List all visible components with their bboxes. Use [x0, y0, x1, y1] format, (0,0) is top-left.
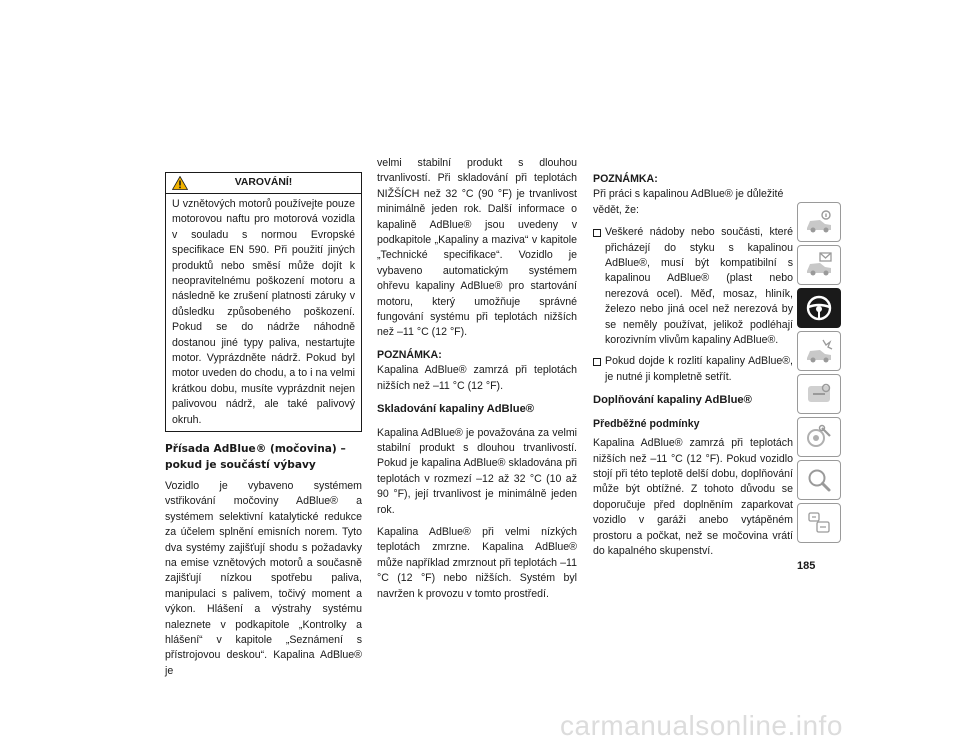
- page-number: 185: [797, 560, 816, 572]
- warning-title: VAROVÁNÍ!: [234, 177, 293, 188]
- tab-index[interactable]: [797, 460, 841, 500]
- note-text: Při práci s kapalinou AdBlue® je důležité vědět, že:: [593, 188, 784, 216]
- tab-emergency[interactable]: [797, 331, 841, 371]
- warning-text: U vznětových motorů používejte pouze motorovou naftu pro motorová vozidla v souladu s normou Evropské specifikace EN 590. Při použití jiných produktů nebo směsí může dojít k neopravitelnému poškození motoru a následně ke zrušení platnosti záruky v důsledku způsobeného poškození. Pokud se do nádrže náhodně dostanou jiné typy paliva, nestartujte motor. Vyprázdněte nádrž. Pokud byl motor uveden do chodu, a to i na velmi krátkou dobu, musíte vyprázdnit nejen palivovou nádrž, ale také palivový okruh.: [172, 198, 355, 426]
- car-tools-icon: [804, 423, 834, 451]
- tab-service[interactable]: [797, 374, 841, 414]
- section-paragraph: Vozidlo je vybaveno systémem vstřikování močoviny AdBlue® a systémem selektivní katalytické redukce za účelem splnění emisních norem. Tyto dva systémy zajišťují shodu s požadavky na emise vznětových motorů a současně zajišťují nízkou spotřebu paliva, manipulaci s palivem, točivý moment a výkon. Hlášení a výstrahy systému naleznete v podkapitole „Kontrolky a hlášení“ v kapitole „Seznámení s přístrojovou deskou“. Kapalina AdBlue® je: [165, 479, 362, 677]
- bullet-list: [593, 225, 793, 385]
- subheading-preconditions: Předběžné podmínky: [593, 417, 700, 430]
- note-text: Kapalina AdBlue® zamrzá při teplotách nižších než –11 °C (12 °F).: [377, 364, 577, 392]
- bullet-square-icon: [593, 229, 601, 237]
- tab-vehicle-info[interactable]: [797, 202, 841, 242]
- column-3: [593, 172, 793, 566]
- tab-driving[interactable]: [797, 288, 841, 328]
- note-block: [377, 348, 577, 394]
- watermark: carmanualsonline.info: [560, 710, 843, 741]
- paragraph-shelf-life: velmi stabilní produkt s dlouhou trvanlivostí. Při skladování při teplotách NIŽŠÍCH než 32 °C (90 °F) je trvanlivost minimálně jeden rok. Další informace o kapalině AdBlue® jsou uvedeny v podkapitole „Kapaliny a maziva“ v kapitole „Technické specifikace“. Vozidlo je vybaveno automatickým systémem ohřevu kapaliny AdBlue® pro startování motoru, který umožňuje správné fungování systému při teplotách nižších než –11 °C (12 °F).: [377, 157, 577, 339]
- note-block: [593, 172, 793, 218]
- column-1: [165, 172, 362, 686]
- car-crash-icon: [804, 337, 834, 365]
- warning-header: [166, 173, 361, 194]
- language-icon: [804, 509, 834, 537]
- warning-triangle-icon: [172, 176, 188, 190]
- column-2: [377, 156, 577, 609]
- note-label: POZNÁMKA:: [593, 173, 658, 185]
- section-heading-adblue: Přísada AdBlue® (močovina) – pokud je součástí výbavy: [165, 443, 346, 471]
- paragraph-storage: Kapalina AdBlue® je považována za velmi stabilní produkt s dlouhou trvanlivostí. Pokud je kapalina AdBlue® skladována při teplotách v rozmezí –12 až 32 °C (10 až 90 °F), její trvanlivost je minimálně jeden rok.: [377, 426, 577, 516]
- tab-messages[interactable]: [797, 245, 841, 285]
- car-mail-icon: [804, 251, 834, 279]
- chapter-tabs: [797, 202, 841, 546]
- steering-wheel-icon: [804, 294, 834, 322]
- car-info-icon: [804, 208, 834, 236]
- paragraph-freezing: Kapalina AdBlue® při velmi nízkých teplotách zmrzne. Kapalina AdBlue® může například zmrznout při teplotách –11 °C (12 °F) nebo nižších. Systém byl navržen k provozu v tomto prostředí.: [377, 525, 577, 600]
- paragraph-refilling: Kapalina AdBlue® zamrzá při teplotách nižších než –11 °C (12 °F). Pokud vozidlo stojí při této teplotě delší dobu, doplňování může být obtížné. Z tohoto důvodu se doporučuje před doplněním zaparkovat vozidlo v garáži anebo vytápěném prostoru a počkat, než se močovina vrátí do kapalného skupenství.: [593, 437, 793, 557]
- list-item: Pokud dojde k rozlití kapaliny AdBlue®, je nutné ji kompletně setřít.: [593, 354, 793, 385]
- list-item: Veškeré nádoby nebo součásti, které přicházejí do styku s kapalinou AdBlue®, musí být kompatibilní s kapalinou AdBlue® (plast nebo nerezová ocel). Měď, mosaz, hliník, železo nebo jiná ocel než nerezová by se neměly používat, jelikož podléhají korozivním vlivům kapaliny AdBlue®.: [593, 225, 793, 348]
- bullet-square-icon: [593, 358, 601, 366]
- note-label: POZNÁMKA:: [377, 348, 442, 361]
- heading-refilling: Doplňování kapaliny AdBlue®: [593, 394, 752, 407]
- car-service-icon: [804, 380, 834, 408]
- heading-storage: Skladování kapaliny AdBlue®: [377, 403, 535, 416]
- search-icon: [804, 466, 834, 494]
- tab-languages[interactable]: [797, 503, 841, 543]
- warning-box: [165, 172, 362, 432]
- tab-technical[interactable]: [797, 417, 841, 457]
